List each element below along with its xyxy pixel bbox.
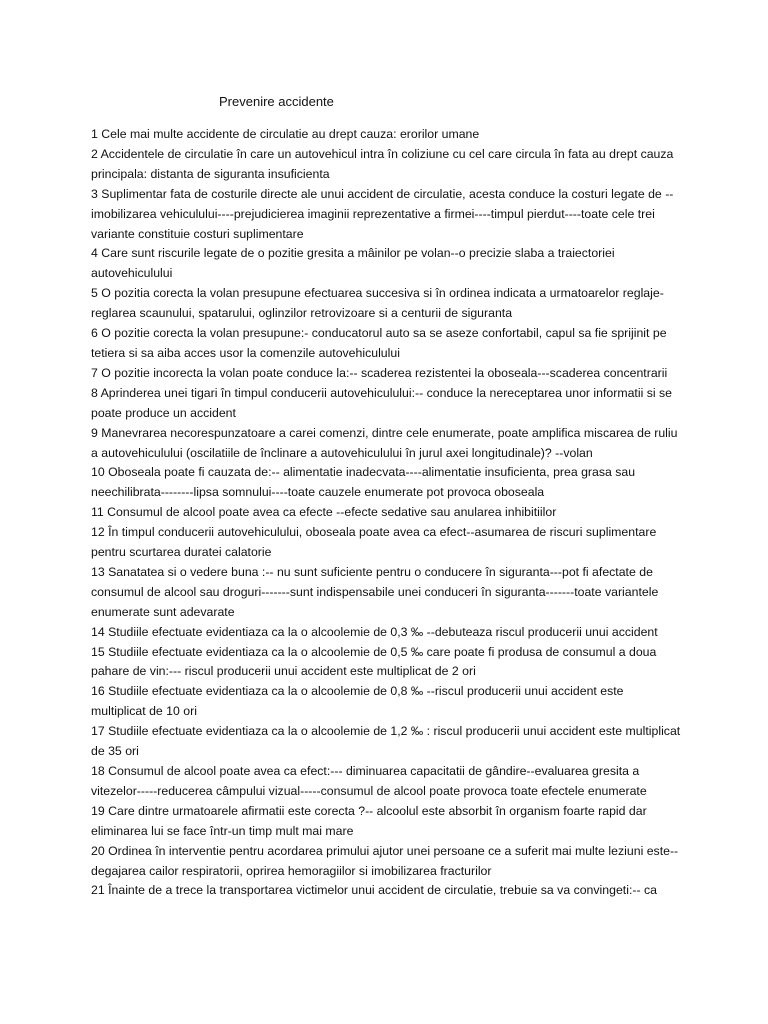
question-item: 21 Înainte de a trece la transportarea victimelor unui accident de circulatie, trebuie sa va convingeti:-- ca	[91, 883, 657, 898]
question-list	[91, 125, 681, 901]
question-item: 19 Care dintre urmatoarele afirmatii este corecta ?-- alcoolul este absorbit în organism foarte rapid dar eliminarea lui se face într-un timp mult mai mare	[91, 803, 647, 838]
question-item: 15 Studiile efectuate evidentiaza ca la o alcoolemie de 0,5 ‰ care poate fi produsa de consumul a doua pahare de vin:--- riscul producerii unui accident este multiplicat de 2 ori	[91, 644, 657, 679]
question-item: 16 Studiile efectuate evidentiaza ca la o alcoolemie de 0,8 ‰ --riscul producerii unui accident este multiplicat de 10 ori	[91, 684, 624, 719]
question-item: 13 Sanatatea si o vedere buna :-- nu sunt suficiente pentru o conducere în siguranta---pot fi afectate de consumul de alcool sau droguri-------sunt indispensabile unei conduceri în siguranta-------toate variantele enumerate sunt adevarate	[91, 564, 659, 619]
question-item: 3 Suplimentar fata de costurile directe ale unui accident de circulatie, acesta conduce la costuri legate de --imobilizarea vehiculului----prejudicierea imaginii reprezentative a firmei----timpul pierdut----toate cele trei variante constituie costuri suplimentare	[91, 186, 674, 241]
question-item: 9 Manevrarea necorespunzatoare a carei comenzi, dintre cele enumerate, poate amplifica miscarea de ruliu a autovehiculului (oscilatiile de înclinare a autovehiculului în jurul axei longitudinale)? --volan	[91, 425, 678, 460]
document-title: Prevenire accidente	[219, 94, 334, 109]
question-item: 20 Ordinea în interventie pentru acordarea primului ajutor unei persoane ce a suferit mai multe leziuni este--degajarea cailor respiratorii, oprirea hemoragiilor si imobilizarea fracturilor	[91, 843, 679, 878]
question-item: 5 O pozitia corecta la volan presupune efectuarea succesiva si în ordinea indicata a urmatoarelor reglaje-reglarea scaunului, spatarului, oglinzilor retrovizoare si a centurii de siguranta	[91, 286, 664, 321]
question-item: 10 Oboseala poate fi cauzata de:-- alimentatie inadecvata----alimentatie insuficienta, prea grasa sau neechilibrata--------lipsa somnului----toate cauzele enumerate pot provoca oboseala	[91, 465, 636, 500]
question-item: 7 O pozitie incorecta la volan poate conduce la:-- scaderea rezistentei la oboseala---scaderea concentrarii	[91, 365, 668, 380]
question-item: 17 Studiile efectuate evidentiaza ca la o alcoolemie de 1,2 ‰ : riscul producerii unui accident este multiplicat de 35 ori	[91, 724, 681, 759]
question-item: 14 Studiile efectuate evidentiaza ca la o alcoolemie de 0,3 ‰ --debuteaza riscul producerii unui accident	[91, 624, 658, 639]
question-item: 8 Aprinderea unei tigari în timpul conducerii autovehiculului:-- conduce la nereceptarea unor informatii si se poate produce un accident	[91, 385, 673, 420]
question-item: 12 În timpul conducerii autovehiculului, oboseala poate avea ca efect--asumarea de riscuri suplimentare pentru scurtarea duratei calatorie	[91, 525, 657, 560]
question-item: 2 Accidentele de circulatie în care un autovehicul intra în coliziune cu cel care circula în fata au drept cauza principala: distanta de siguranta insuficienta	[91, 146, 674, 181]
question-item: 1 Cele mai multe accidente de circulatie au drept cauza: erorilor umane	[91, 127, 480, 141]
question-item: 4 Care sunt riscurile legate de o pozitie gresita a mâinilor pe volan--o precizie slaba a traiectoriei autovehiculului	[91, 246, 615, 281]
question-item: 11 Consumul de alcool poate avea ca efecte --efecte sedative sau anularea inhibitiilor	[91, 505, 557, 520]
question-item: 6 O pozitie corecta la volan presupune:- conducatorul auto sa se aseze confortabil, capul sa fie sprijinit pe tetiera si sa aiba acces usor la comenzile autovehiculului	[91, 326, 667, 360]
question-item: 18 Consumul de alcool poate avea ca efect:--- diminuarea capacitatii de gândire--evaluarea gresita a vitezelor-----reducerea câmpului vizual-----consumul de alcool poate provoca toate efectele enumerate	[91, 764, 647, 798]
